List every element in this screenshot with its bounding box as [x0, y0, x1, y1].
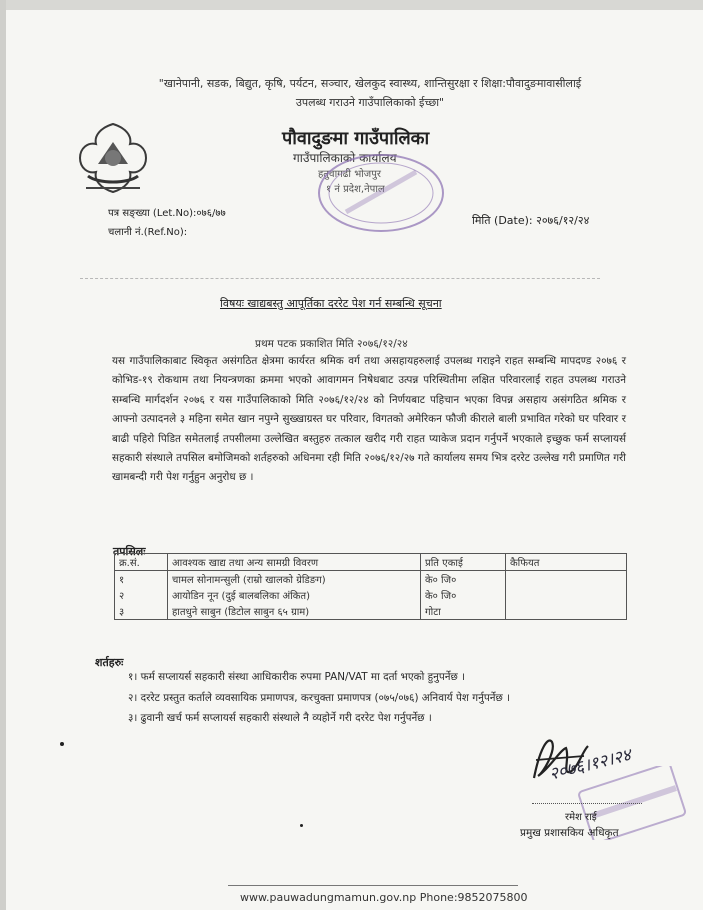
- table-row: [115, 571, 627, 588]
- signature-date: २०७६।१२।२४: [547, 745, 634, 785]
- cell-serial: २: [115, 587, 168, 603]
- cell-description: हातधुने साबुन (डिटोल साबुन ६५ ग्राम): [168, 603, 421, 620]
- cell-remarks: [506, 587, 627, 603]
- header-description: आवश्यक खाद्य तथा अन्य सामग्री विवरण: [168, 554, 421, 571]
- details-heading: तपसिलः: [113, 545, 146, 558]
- signature-line: [532, 803, 642, 804]
- scan-edge-left: [0, 0, 6, 910]
- items-table: [114, 553, 627, 620]
- conditions-heading: शर्तहरुः: [95, 656, 124, 669]
- office-stamp-icon: [316, 152, 446, 234]
- cell-unit: के० जि०: [421, 587, 506, 603]
- header-unit: प्रति एकाई: [421, 554, 506, 571]
- footer-rule: [228, 885, 518, 886]
- signatory-title: प्रमुख प्रशासकिय अधिकृत: [520, 827, 619, 839]
- footer-contact: www.pauwadungmamun.gov.np Phone:9852075800: [240, 891, 528, 904]
- cell-description: आयोडिन नून (दुई बालबलिका अंकित): [168, 587, 421, 603]
- notice-body: यस गाउँपालिकाबाट स्विकृत असंगठित क्षेत्रमा कार्यरत श्रमिक वर्ग तथा असहायहरुलाई उपलब्ध गराइने राहत सम्बन्धि मापदण्ड २०७६ र कोभिड-१९ रोकथाम तथा नियन्त्रणका क्रममा भएको आवागमन निषेधबाट उत्पन्न परिस्थितीमा लक्षित परिवारलाई राहत उपलब्ध गराउने सम्बन्धि मार्गदर्शन २०७६ र यस गाउँपालिकाको मिति २०७६/१२/२४ को निर्णयबाट पहिचान भएका विपन्न असहाय असंगठित श्रमिक र आफ्नो उत्पादनले ३ महिना समेत खान नपुग्ने सुख्खाग्रस्त घर परिवार, विगतको अमेरिकन फौजी कीराले बाली प्रभावित गरेको घर परिवार र बाढी पहिरो पिडित समेतलाई तपसीलमा उल्लेखित बस्तुहरु तत्काल खरीद गरी राहत प्याकेज प्रदान गर्नुपर्ने भएकाले इच्छुक फर्म सप्लायर्स सहकारी संस्थाले तपसिल बमोजिमको शर्तहरुको अधिनमा रही मिति २०७६/१२/२७ गते कार्यालय समय भित्र दररेट उल्लेख गरी प्रमाणित गरी खामबन्दी गरी पेश गर्नुहुन अनुरोध छ ।: [112, 355, 626, 484]
- header-remarks: कैफियत: [506, 554, 627, 571]
- header-divider: [80, 278, 600, 279]
- header-serial: क्र.सं.: [115, 554, 168, 571]
- published-date: प्रथम पटक प्रकाशित मिति २०७६/१२/२४: [255, 338, 408, 350]
- address-line-2: १ नं प्रदेश,नेपाल: [326, 184, 385, 195]
- header-motto: "खानेपानी, सडक, बिद्युत, कृषि, पर्यटन, सञ्चार, खेलकुद स्वास्थ्य, शान्तिसुरक्षा र शिक्षा:पौवादुङमावासीलाई उपलब्ध गराउने गाउँपालिकाको ईच्छा": [158, 77, 582, 109]
- cell-serial: १: [115, 571, 168, 588]
- cell-unit: के० जि०: [421, 571, 506, 588]
- office-name: गाउँपालिकाको कार्यालय: [293, 151, 397, 165]
- condition-item: १। फर्म सप्लायर्स सहकारी संस्था आधिकारीक रुपमा PAN/VAT मा दर्ता भएको हुनुपर्नेछ ।: [128, 671, 466, 683]
- letter-number: पत्र सङ्ख्या (Let.No):०७६/७७: [108, 208, 226, 219]
- scan-edge-top: [0, 0, 703, 10]
- cell-description: चामल सोनामन्सुली (राम्रो खालको ग्रेडिङग): [168, 571, 421, 588]
- address-line-1: हतुवागढी भोजपुर: [318, 169, 381, 180]
- scan-speck: [60, 742, 64, 746]
- cell-remarks: [506, 571, 627, 588]
- table-header-row: [115, 554, 627, 571]
- condition-item: ३। ढुवानी खर्च फर्म सप्लायर्स सहकारी संस्थाले नै व्यहोर्ने गरी दररेट पेश गर्नुपर्नेछ ।: [128, 712, 432, 724]
- table-row: [115, 587, 627, 603]
- table-row: [115, 603, 627, 620]
- letter-date: मिति (Date): २०७६/१२/२४: [472, 214, 590, 227]
- nepal-emblem-icon: [68, 118, 158, 204]
- cell-unit: गोटा: [421, 603, 506, 620]
- condition-item: २। दररेट प्रस्तुत कर्ताले व्यवसायिक प्रमाणपत्र, करचुक्ता प्रमाणपत्र (०७५/०७६) अनिवार्य पेश गर्नुपर्नेछ ।: [128, 692, 511, 704]
- signatory-name: रमेश राई: [565, 812, 597, 823]
- organization-name: पौवादुङमा गाउँपालिका: [282, 128, 430, 149]
- cell-remarks: [506, 603, 627, 620]
- subject-line: विषयः खाद्यबस्तु आपूर्तिका दररेट पेश गर्न सम्बन्धि सूचना: [220, 297, 442, 310]
- scan-speck: [300, 824, 303, 827]
- cell-serial: ३: [115, 603, 168, 620]
- reference-number: चलानी नं.(Ref.No):: [108, 227, 188, 238]
